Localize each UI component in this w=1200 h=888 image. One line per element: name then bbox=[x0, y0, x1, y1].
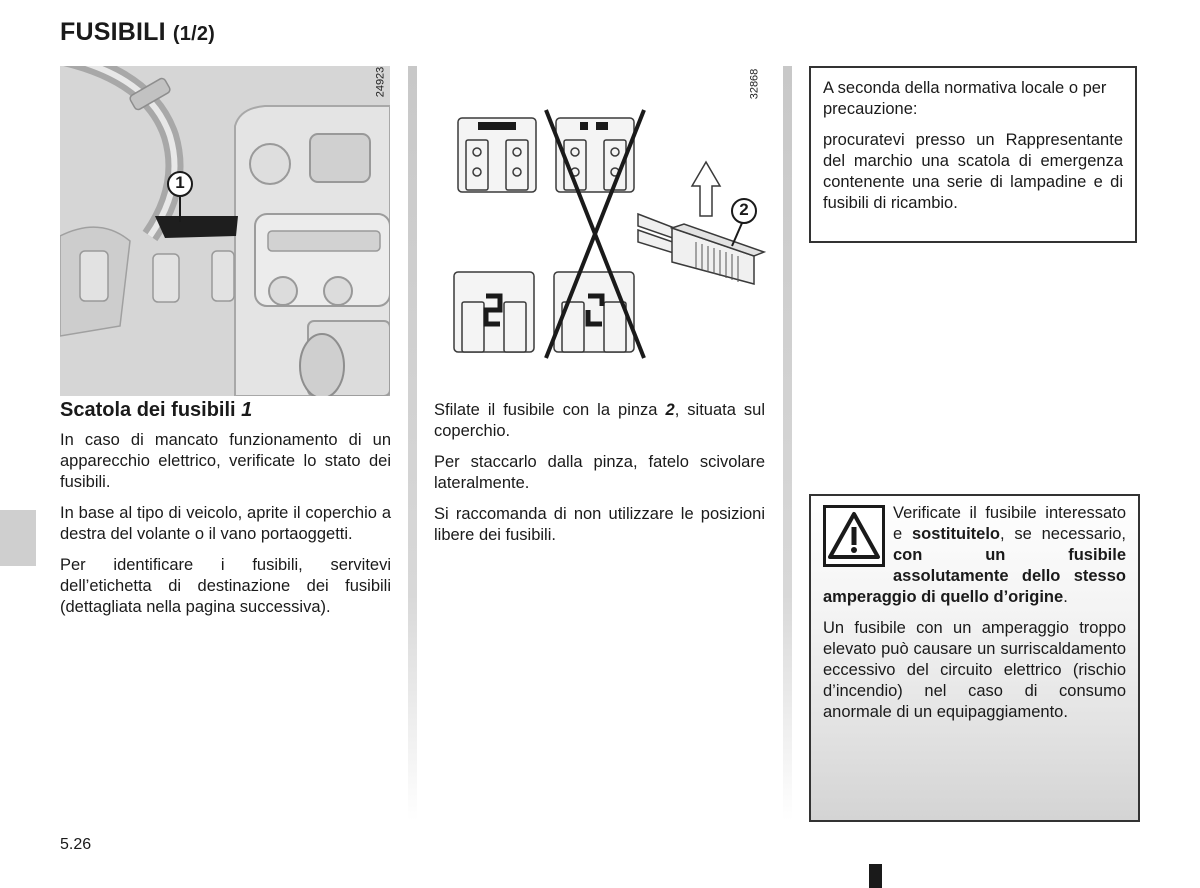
section-heading bbox=[60, 400, 391, 421]
title-suffix: (1/2) bbox=[172, 23, 216, 45]
title-text: FUSIBILI bbox=[60, 18, 166, 46]
page-number: 5.26 bbox=[60, 836, 92, 853]
column-separator bbox=[408, 66, 417, 821]
heading-text: Scatola dei fusibili bbox=[60, 399, 236, 421]
paragraph: Per staccarlo dalla pinza, fatelo scivolare lateralmente. bbox=[434, 453, 765, 492]
text-bold: sostituitelo bbox=[911, 525, 1000, 543]
paragraph: In base al tipo di veicolo, aprite il coperchio a destra del volante o il vano portaoggetti. bbox=[60, 504, 391, 543]
paragraph: Si raccomanda di non utilizzare le posizioni libere dei fusibili. bbox=[434, 505, 765, 544]
page-title bbox=[60, 18, 215, 47]
text: Sfilate il fusibile con la pinza bbox=[434, 401, 666, 419]
fuses-drawing bbox=[434, 66, 766, 396]
notice-box bbox=[809, 66, 1137, 243]
fuse-extraction-clip-illustration bbox=[434, 66, 766, 396]
column-2 bbox=[434, 400, 765, 556]
figure-id: 24923 bbox=[374, 66, 387, 98]
notice-line: A seconda della normativa locale o per precauzione: bbox=[823, 79, 1107, 118]
text: Verificate il fusibile interessato e bbox=[893, 504, 1126, 543]
warning-paragraph: Un fusibile con un amperaggio troppo elevato può causare un surriscaldamento eccessivo del circuito elettrico (rischio d’incendio) nel caso di consumo anormale di un equipaggiamento. bbox=[823, 619, 1126, 721]
paragraph: Per identificare i fusibili, servitevi dell’etichetta di destinazione dei fusibili (dettagliata nella pagina successiva). bbox=[60, 556, 391, 616]
page-marker bbox=[869, 864, 882, 888]
text: , situata sul coperchio. bbox=[434, 401, 765, 440]
figure-id: 32868 bbox=[748, 68, 761, 100]
paragraph: In caso di mancato funzionamento di un apparecchio elettrico, verificate lo stato dei fusibili. bbox=[60, 431, 391, 491]
text-bold: con un fusibile assolutamente dello stesso amperaggio di quello d’origine bbox=[823, 546, 1126, 606]
callout-label: 2 bbox=[739, 200, 749, 219]
dashboard-drawing bbox=[60, 66, 390, 396]
paragraph bbox=[434, 400, 765, 442]
column-1 bbox=[60, 400, 391, 628]
column-separator bbox=[783, 66, 792, 821]
section-tab bbox=[0, 510, 36, 566]
callout-label: 1 bbox=[175, 173, 185, 192]
text: , se necessario, bbox=[1000, 525, 1126, 543]
notice-line: procuratevi presso un Rappresentante del marchio una scatola di emergenza contenente una serie di lampadine e di fusibili di ricambio. bbox=[823, 131, 1123, 212]
warning-box bbox=[809, 494, 1140, 822]
heading-ref: 1 bbox=[241, 399, 253, 421]
ref: 2 bbox=[665, 401, 675, 419]
warning-triangle-icon bbox=[823, 505, 885, 567]
dashboard-fuse-box-illustration bbox=[60, 66, 390, 396]
text: . bbox=[1063, 588, 1068, 606]
